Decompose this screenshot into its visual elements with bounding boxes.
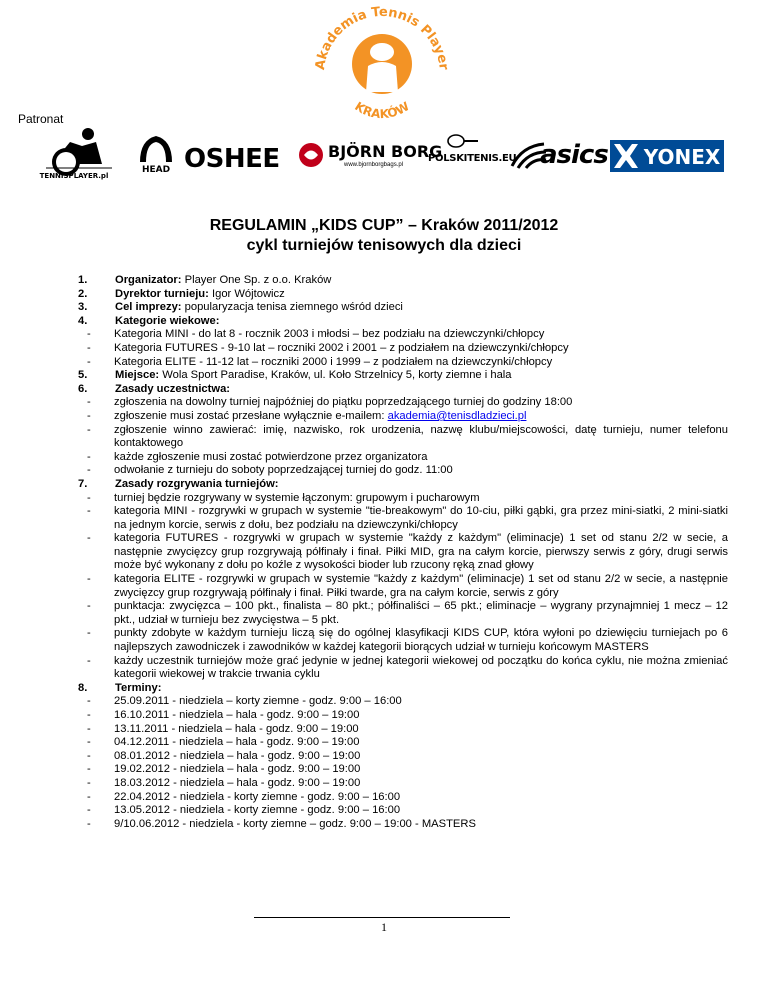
list-item <box>78 288 728 302</box>
date-text: 13.05.2012 - niedziela - korty ziemne - godz. 9:00 – 16:00 <box>114 804 401 817</box>
head-text: HEAD <box>141 165 171 175</box>
item-number: 3. <box>78 301 88 314</box>
sub-item: - punktacja: zwycięzca – 100 pkt., finalista – 80 pkt.; półfinaliści – 65 pkt.; eliminacje – wygrany przynajmniej 1 mecz – 12 pkt., udział w turnieju bez zwycięstwa – 5 pkt. <box>87 600 728 626</box>
item-number: 7. <box>78 477 88 490</box>
sub-item-text: kategoria ELITE - rozgrywki w grupach w systemie "każdy z każdym" (eliminacje) 1 set od stanu 2/2 w secie, a następnie zwycięzcy grup rozgrywają półfinały i finał. Piłki twarde, gra na całym korcie, serwis z góry <box>114 573 728 599</box>
date-text: 08.01.2012 - niedziela – hala - godz. 9:00 – 19:00 <box>114 749 361 762</box>
svg-text:KRAKÓW: KRAKÓW <box>352 99 412 122</box>
tennisplayer-logo <box>22 124 126 182</box>
sub-item-text: każde zgłoszenie musi zostać potwierdzone przez organizatora <box>114 450 428 463</box>
item-label: Terminy: <box>115 681 162 694</box>
sub-item: - odwołanie z turnieju do soboty poprzedzającej turniej do godz. 11:00 <box>87 464 453 477</box>
date-text: 25.09.2011 - niedziela – korty ziemne - godz. 9:00 – 16:00 <box>114 695 402 708</box>
sub-item: - każdy uczestnik turniejów może grać jedynie w jednej kategorii wiekowej od początku do końca cyklu, nie można zmieniać kategorii wiekowej w trakcie trwania cyklu <box>87 654 728 681</box>
footer-divider <box>254 917 510 918</box>
sub-item-text: turniej będzie rozgrywany w systemie łączonym: grupowym i pucharowym <box>114 491 480 504</box>
sub-item: - punkty zdobyte w każdym turnieju liczą się do ogólnej klasyfikacji KIDS CUP, która wyłoni po dziewięciu turniejach po 6 najlepszych zawodniczek i zawodników w każdej kategorii biorących udział w turnieju końcowym MASTERS <box>87 627 728 654</box>
item-number: 1. <box>78 274 88 286</box>
email-link[interactable]: akademia@tenisdladzieci.pl <box>387 409 527 422</box>
list-item <box>78 301 728 315</box>
sub-item: - zgłoszenia na dowolny turniej najpóźniej do piątku poprzedzającego turniej do godziny 18:00 <box>87 396 573 409</box>
date-text: 13.11.2011 - niedziela – hala - godz. 9:00 – 19:00 <box>114 722 359 735</box>
sub-item: - Kategoria MINI - do lat 8 - rocznik 2003 i młodsi – bez podziału na dziewczynki/chłopcy <box>87 328 545 341</box>
date-text: 9/10.06.2012 - niedziela - korty ziemne – godz. 9:00 – 19:00 - MASTERS <box>114 817 476 830</box>
patronat-label: Patronat <box>18 112 64 126</box>
yonex-logo <box>610 140 724 172</box>
sub-item-text: kategoria MINI - rozgrywki w grupach w systemie "tie-breakowym" do 10-ciu, piłki gąbki, gra przez mini-siatki, 2 mini-siatki na jednym korcie, serwis z dołu, bez podziału na dziewczynki/chłopcy <box>114 505 728 531</box>
svg-text:Akademia Tennis Player: Akademia Tennis Player <box>313 4 451 71</box>
sub-item-text: Kategoria FUTURES - 9-10 lat – roczniki 2002 i 2001 – z podziałem na dziewczynki/chłopcy <box>114 341 569 354</box>
bjornborg-emblem-icon <box>298 142 324 168</box>
item-label: Zasady uczestnictwa: <box>115 382 231 395</box>
item-number: 5. <box>78 369 88 382</box>
bjornborg-logo: BJÖRN BORG <box>328 142 443 161</box>
item-text: popularyzacja tenisa ziemnego wśród dzieci <box>181 301 403 314</box>
title-line-2: cykl turniejów tenisowych dla dzieci <box>246 237 522 254</box>
date-item: - 08.01.2012 - niedziela – hala - godz. 9:00 – 19:00 <box>87 749 361 762</box>
polskitenis-logo: POLSKITENIS.EU <box>428 153 517 164</box>
document-title <box>0 216 768 256</box>
date-item: - 25.09.2011 - niedziela – korty ziemne - godz. 9:00 – 16:00 <box>87 695 402 708</box>
sub-item-text: odwołanie z turnieju do soboty poprzedzającej turniej do godz. 11:00 <box>114 464 453 477</box>
item-label: Kategorie wiekowe: <box>115 314 220 327</box>
item-label: Miejsce: <box>115 369 160 382</box>
sub-item: - turniej będzie rozgrywany w systemie łączonym: grupowym i pucharowym <box>87 491 480 504</box>
sub-item-text: kategoria FUTURES - rozgrywki w grupach w systemie "każdy z każdym" (eliminacje) 1 set od stanu 2/2 w secie, a następnie zwycięzcy grup rozgrywają półfinały i finał. Piłki MID, gra na całym korcie, pierwszy serwis z góry, drugi serwis może być wykonany z dołu po koźle z wysokości bioder lub rzucony ręką znad głowy <box>114 532 728 572</box>
sub-item: - zgłoszenie winno zawierać: imię, nazwisko, rok urodzenia, nazwę klubu/miejscowości, datę turnieju, numer telefonu kontaktowego <box>87 423 728 450</box>
item-number: 6. <box>78 382 88 395</box>
item-number: 8. <box>78 681 88 694</box>
regulations-list <box>78 274 728 831</box>
sub-item: - zgłoszenie musi zostać przesłane wyłącznie e-mailem: akademia@tenisdladzieci.pl <box>87 409 527 422</box>
date-item: - 04.12.2011 - niedziela – hala - godz. 9:00 – 19:00 <box>87 736 360 749</box>
sub-item: - Kategoria ELITE - 11-12 lat – roczniki 2000 i 1999 – z podziałem na dziewczynki/chłopcy <box>87 355 553 368</box>
sub-item-text: zgłoszenie musi zostać przesłane wyłącznie e-mailem: <box>114 409 388 422</box>
date-text: 22.04.2012 - niedziela - korty ziemne - godz. 9:00 – 16:00 <box>114 790 401 803</box>
date-item: - 9/10.06.2012 - niedziela - korty ziemne – godz. 9:00 – 19:00 - MASTERS <box>87 817 476 830</box>
sub-item: - Kategoria FUTURES - 9-10 lat – roczniki 2002 i 2001 – z podziałem na dziewczynki/chłopcy <box>87 341 569 354</box>
tennisplayer-text: TENNISPLAYER.pl <box>39 172 109 180</box>
item-label: Dyrektor turnieju: <box>115 287 209 300</box>
sub-item-text: zgłoszenie winno zawierać: imię, nazwisko, rok urodzenia, nazwę klubu/miejscowości, datę turnieju, numer telefonu kontaktowego <box>114 423 728 450</box>
date-text: 04.12.2011 - niedziela – hala - godz. 9:00 – 19:00 <box>114 736 360 749</box>
akademia-tennis-player-logo <box>296 4 468 122</box>
item-label: Organizator: <box>115 274 182 286</box>
date-text: 18.03.2012 - niedziela – hala - godz. 9:00 – 19:00 <box>114 776 361 789</box>
yonex-text: YONEX <box>643 145 721 169</box>
list-item <box>78 315 728 329</box>
head-logo <box>134 132 178 176</box>
sub-item-text: Kategoria MINI - do lat 8 - rocznik 2003 i młodsi – bez podziału na dziewczynki/chłopcy <box>114 328 545 341</box>
date-item: - 13.05.2012 - niedziela - korty ziemne - godz. 9:00 – 16:00 <box>87 804 401 817</box>
date-item: - 18.03.2012 - niedziela – hala - godz. 9:00 – 19:00 <box>87 776 361 789</box>
title-line-1: REGULAMIN „KIDS CUP” – Kraków 2011/2012 <box>209 217 559 234</box>
list-item <box>78 274 728 288</box>
item-text: Player One Sp. z o.o. Kraków <box>181 274 332 286</box>
item-label: Zasady rozgrywania turniejów: <box>115 477 279 490</box>
list-item <box>78 383 728 397</box>
list-item <box>78 369 728 383</box>
page-number: 1 <box>381 920 387 934</box>
sub-item: - kategoria ELITE - rozgrywki w grupach w systemie "każdy z każdym" (eliminacje) 1 set od stanu 2/2 w secie, a następnie zwycięzcy grup rozgrywają półfinały i finał. Piłki twarde, gra na całym korcie, serwis z góry <box>87 573 728 599</box>
list-item <box>78 682 728 696</box>
date-item: - 16.10.2011 - niedziela – hala - godz. 9:00 – 19:00 <box>87 709 360 721</box>
racket-icon <box>446 132 480 150</box>
oshee-logo: OSHEE <box>184 144 280 174</box>
date-item: - 19.02.2012 - niedziela – hala - godz. 9:00 – 19:00 <box>87 763 361 776</box>
date-text: 16.10.2011 - niedziela – hala - godz. 9:00 – 19:00 <box>114 709 360 721</box>
sponsor-logos <box>0 120 768 190</box>
sub-item-text: punktacja: zwycięzca – 100 pkt., finalista – 80 pkt.; półfinaliści – 65 pkt.; eliminacje – wygrany przynajmniej 1 mecz – 12 pkt., udział w turnieju bez zwycięstwa – 5 pkt. <box>114 600 728 626</box>
date-text: 19.02.2012 - niedziela – hala - godz. 9:00 – 19:00 <box>114 763 361 776</box>
sub-item-text: punkty zdobyte w każdym turnieju liczą się do ogólnej klasyfikacji KIDS CUP, która wyłoni po dziewięciu turniejach po 6 najlepszych zawodniczek i zawodników w każdej kategorii biorących udział w turnieju końcowym MASTERS <box>114 627 728 654</box>
item-label: Cel imprezy: <box>115 301 182 314</box>
sub-item: - kategoria MINI - rozgrywki w grupach w systemie "tie-breakowym" do 10-ciu, piłki gąbki, gra przez mini-siatki, 2 mini-siatki na jednym korcie, serwis z dołu, bez podziału na dziewczynki/chłopcy <box>87 505 728 531</box>
item-number: 4. <box>78 314 88 327</box>
bjornborg-url: www.bjornborgbags.pl <box>344 162 404 168</box>
sub-item-text: każdy uczestnik turniejów może grać jedynie w jednej kategorii wiekowej od początku do końca cyklu, nie można zmieniać kategorii wiekowej w trakcie trwania cyklu <box>114 654 728 681</box>
date-item: - 22.04.2012 - niedziela - korty ziemne - godz. 9:00 – 16:00 <box>87 790 401 803</box>
list-item <box>78 478 728 492</box>
item-text: Wola Sport Paradise, Kraków, ul. Koło Strzelnicy 5, korty ziemne i hala <box>159 369 512 382</box>
sub-item: - każde zgłoszenie musi zostać potwierdzone przez organizatora <box>87 450 428 463</box>
item-number: 2. <box>78 287 88 300</box>
asics-logo: asics <box>540 140 608 170</box>
sub-item-text: Kategoria ELITE - 11-12 lat – roczniki 2000 i 1999 – z podziałem na dziewczynki/chłopcy <box>114 355 553 368</box>
sub-item-text: zgłoszenia na dowolny turniej najpóźniej do piątku poprzedzającego turniej do godziny 18:00 <box>114 396 573 409</box>
date-item: - 13.11.2011 - niedziela – hala - godz. 9:00 – 19:00 <box>87 722 359 735</box>
sub-item: - kategoria FUTURES - rozgrywki w grupach w systemie "każdy z każdym" (eliminacje) 1 set od stanu 2/2 w secie, a następnie zwycięzcy grup rozgrywają półfinały i finał. Piłki MID, gra na całym korcie, pierwszy serwis z góry, drugi serwis może być wykonany z dołu po koźle z wysokości bioder lub rzucony ręką znad głowy <box>87 532 728 572</box>
item-text: Igor Wójtowicz <box>208 287 285 300</box>
